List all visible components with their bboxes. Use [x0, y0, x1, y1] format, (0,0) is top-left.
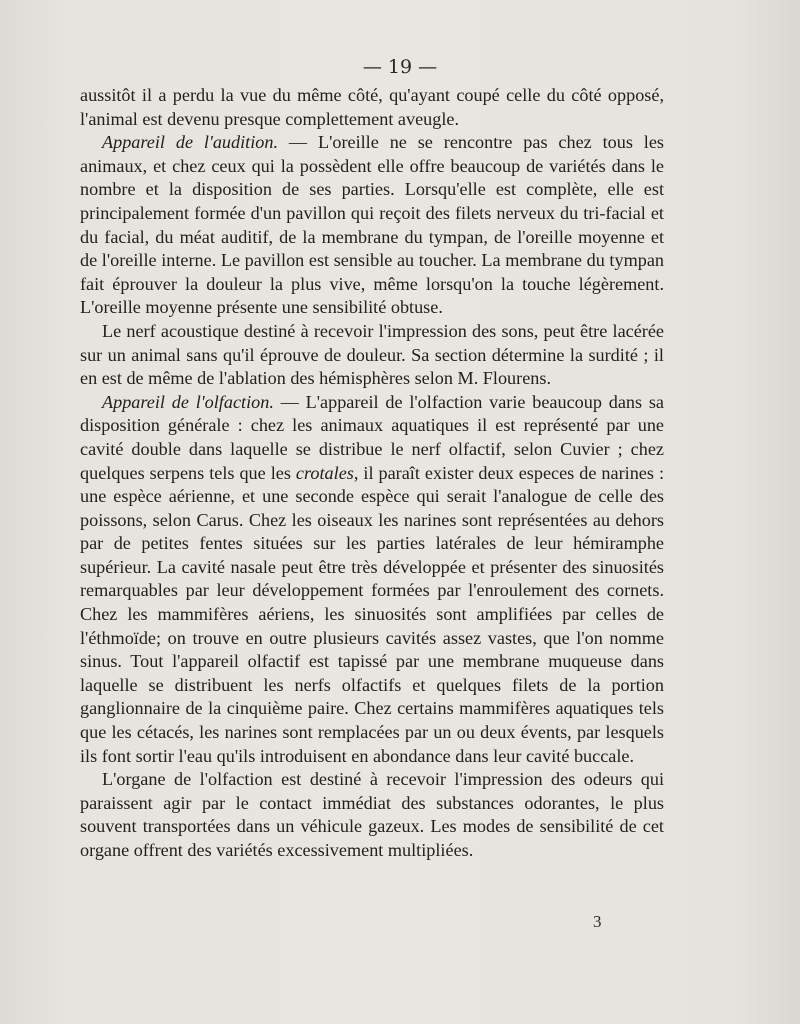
paragraph-text: L'organe de l'olfaction est destiné à recevoir l'impression des odeurs qui paraissent agir par le contact immédiat des substances odorantes, le plus souvent transportées dans un véhicule gazeux. Les modes de sensibilité de cet organe offrent des variétés excessivement multipliées.	[80, 769, 664, 860]
paragraph	[80, 84, 664, 131]
paragraph	[80, 320, 664, 391]
paragraph-text: aussitôt il a perdu la vue du même côté, qu'ayant coupé celle du côté opposé, l'animal est devenu presque complettement aveugle.	[80, 85, 664, 129]
page-number: — 19 —	[362, 56, 438, 78]
section-heading-audition: Appareil de l'audition.	[102, 132, 279, 153]
paragraph	[80, 131, 664, 320]
section-heading-olfaction: Appareil de l'olfaction.	[102, 391, 274, 412]
paragraph-text: Le nerf acoustique destiné à recevoir l'impression des sons, peut être lacérée sur un animal sans qu'il éprouve de douleur. Sa section détermine la surdité ; il en est de même de l'ablation des hémisphères selon M. Flourens.	[80, 320, 664, 389]
paragraph	[80, 391, 664, 769]
body-text	[80, 84, 664, 863]
emphasis-term: crotales	[295, 462, 354, 483]
paragraph-text: , il paraît exister deux especes de narines : une espèce aérienne, et une seconde espèce qui serait l'analogue de celle des poissons, selon Carus. Chez les oiseaux les narines sont représentées au dehors par de petites fentes situées sur les parties latérales de leur hémiramphe supérieur. La cavité nasale peut être très développée et présenter des sinuosités remarquables par leur développement formées par l'enroulement des cornets. Chez les mammifères aériens, les sinuosités sont amplifiées par celles de l'éthmoïde; on trouve en outre plusieurs cavités assez vastes, que l'on nomme sinus. Tout l'appareil olfactif est tapissé par une membrane muqueuse dans laquelle se distribuent les nerfs olfactifs et quelques filets de la portion ganglionnaire de la cinquième paire. Chez certains mammifères aquatiques tels que les cétacés, les narines sont remplacées par un ou deux évents, par lesquels ils font sortir l'eau qu'ils introduisent en abondance dans leur cavité buccale.	[80, 462, 665, 766]
signature-mark: 3	[593, 912, 602, 931]
paragraph-text: — L'oreille ne se rencontre pas chez tous les animaux, et chez ceux qui la possèdent elle offre beaucoup de variétés dans le nombre et la disposition de ses parties. Lorsqu'elle est complète, elle est principalement formée d'un pavillon qui reçoit des filets nerveux du tri-facial et du facial, du méat auditif, de la membrane du tympan, de l'oreille moyenne et de l'oreille interne. Le pavillon est sensible au toucher. La membrane du tympan fait éprouver la douleur la plus vive, même lorsqu'on la touche légèrement. L'oreille moyenne présente une sensibilité obtuse.	[80, 132, 665, 318]
paragraph-text: — L'appareil de l'olfaction varie beaucoup dans sa disposition générale : chez les animaux aquatiques il est représenté par une cavité double dans laquelle se distribue le nerf olfactif, selon Cuvier ; chez quelques serpens tels que les	[80, 391, 664, 483]
paragraph	[80, 768, 664, 862]
